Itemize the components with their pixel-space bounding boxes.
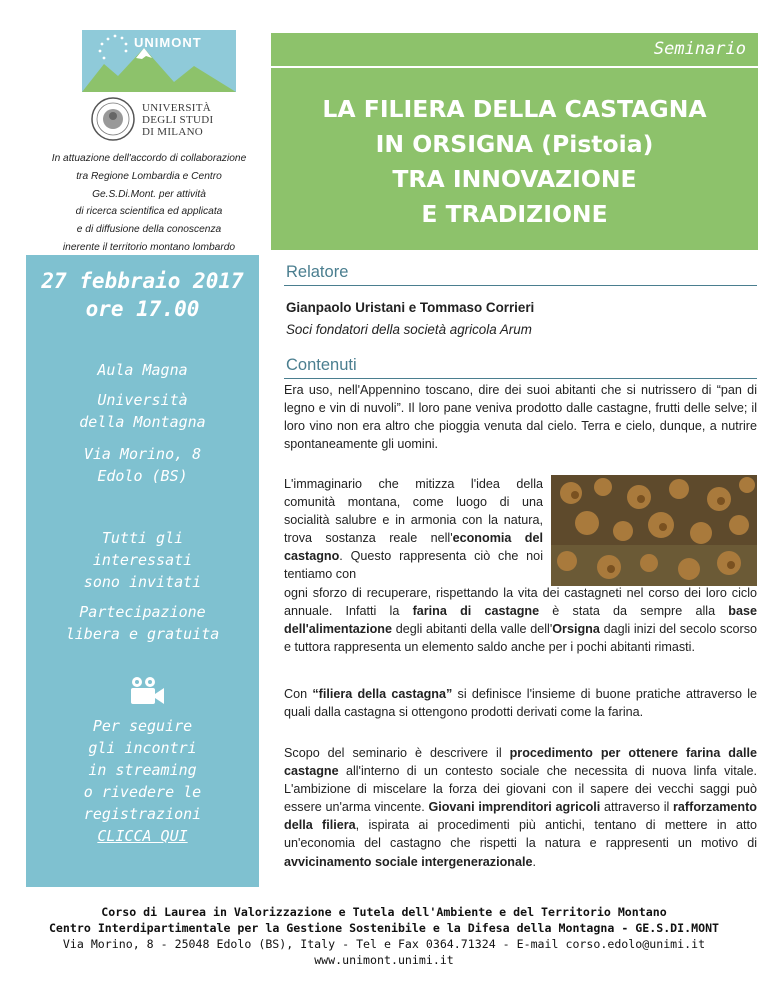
footer-address: Via Morino, 8 - 25048 Edolo (BS), Italy - Tel e Fax 0364.71324 - E-mail corso.edolo@unimi.it bbox=[62, 937, 706, 951]
streaming-link[interactable]: CLICCA QUI bbox=[97, 827, 188, 845]
footer-course: Corso di Laurea in Valorizzazione e Tutela dell'Ambiente e del Territorio Montano bbox=[101, 905, 667, 919]
event-date: 27 febbraio 2017 bbox=[41, 269, 244, 293]
speaker-role: Soci fondatori della società agricola Arum bbox=[286, 322, 532, 337]
paragraph-filiera: Con “filiera della castagna” si definisce l'insieme di buone pratiche attraverso le quali dalla castagna si ottengono prodotti derivati come la farina. bbox=[284, 687, 757, 720]
paragraph-intro: Era uso, nell'Appennino toscano, dire dei suoi abitanti che si nutrissero di “pan di legno e vin di nuvoli”. Il loro pane veniva prodotto dalle castagne, frutti delle selve; il loro vino non era altro che pioggia venuta dal cielo. Terra e cielo, dunque, a nutrire spontaneamente gli uomini. bbox=[284, 383, 757, 452]
video-camera-icon bbox=[126, 675, 166, 707]
unimont-logo bbox=[82, 30, 236, 92]
event-info-sidebar bbox=[26, 255, 259, 887]
participation-note: Partecipazione libera e gratuita bbox=[65, 603, 220, 643]
event-venue: Università della Montagna bbox=[79, 391, 206, 431]
paragraph-scope: Scopo del seminario è descrivere il procedimento per ottenere farina dalle castagne all'interno di un contesto sociale che necessita di nuova linfa vitale. L'ambizione di miscelare la forza dei giovani con il sapere dei vecchi saggi può essere un'arma vincente. Giovani imprenditori agricoli attraverso il rafforzamento della filiera, ispirata ai procedimenti più antichi, tentano di mettere in atto un'economia del castagno che rispetti la natura e rappresenti un motivo di avvicinamento sociale intergenerazionale. bbox=[284, 746, 757, 869]
relatore-heading: Relatore bbox=[284, 262, 757, 286]
streaming-note: Per seguire gli incontri in streaming o rivedere le registrazioni CLICCA QUI bbox=[26, 715, 259, 847]
invite-note: Tutti gli interessati sono invitati bbox=[83, 529, 202, 591]
university-name: UNIVERSITÀ DEGLI STUDI DI MILANO bbox=[142, 102, 214, 138]
speaker-block bbox=[286, 297, 534, 341]
seminar-label: Seminario bbox=[271, 33, 758, 66]
event-room: Aula Magna bbox=[97, 361, 188, 379]
university-seal-icon bbox=[90, 96, 136, 142]
footer bbox=[0, 904, 768, 968]
collaboration-note: In attuazione dell'accordo di collaborazione tra Regione Lombardia e Centro Ge.S.Di.Mont. per attività di ricerca scientifica ed applicata e di diffusione della conoscenza inerente il territorio montano lombardo bbox=[51, 153, 247, 253]
seminar-title: LA FILIERA DELLA CASTAGNA IN ORSIGNA (Pistoia) TRA INNOVAZIONE E TRADIZIONE bbox=[271, 68, 758, 250]
chestnut-photo bbox=[551, 475, 757, 586]
speaker-names: Gianpaolo Uristani e Tommaso Corrieri bbox=[286, 300, 535, 315]
unimi-logo bbox=[84, 96, 238, 142]
event-address: Via Morino, 8 Edolo (BS) bbox=[83, 445, 202, 485]
contenuti-heading: Contenuti bbox=[284, 355, 757, 379]
footer-center: Centro Interdipartimentale per la Gestione Sostenibile e la Difesa della Montagna - GE.S.DI.MONT bbox=[48, 921, 720, 935]
footer-website[interactable]: www.unimont.unimi.it bbox=[314, 953, 454, 967]
unimont-name: UNIMONT bbox=[134, 35, 202, 50]
paragraph-imaginary-part2: ogni sforzo di recuperare, rispettando la vita dei castagneti nel corso dei loro ciclo annuale. Infatti la farina di castagne è stata da sempre alla base dell'alimentazione degli abitanti della valle dell'Orsigna dagli inizi del secolo scorso e tuttora rappresenta un elemento saldo anche per i pochi abitanti rimasti. bbox=[284, 586, 758, 655]
paragraph-imaginary-part1: L'immaginario che mitizza l'idea della comunità montana, come luogo di una socialità salubre e in armonia con la natura, trova sostanza reale nell'economia del castagno. Questo rappresenta ciò che noi tentiamo con bbox=[284, 477, 543, 582]
event-time: ore 17.00 bbox=[85, 297, 200, 321]
